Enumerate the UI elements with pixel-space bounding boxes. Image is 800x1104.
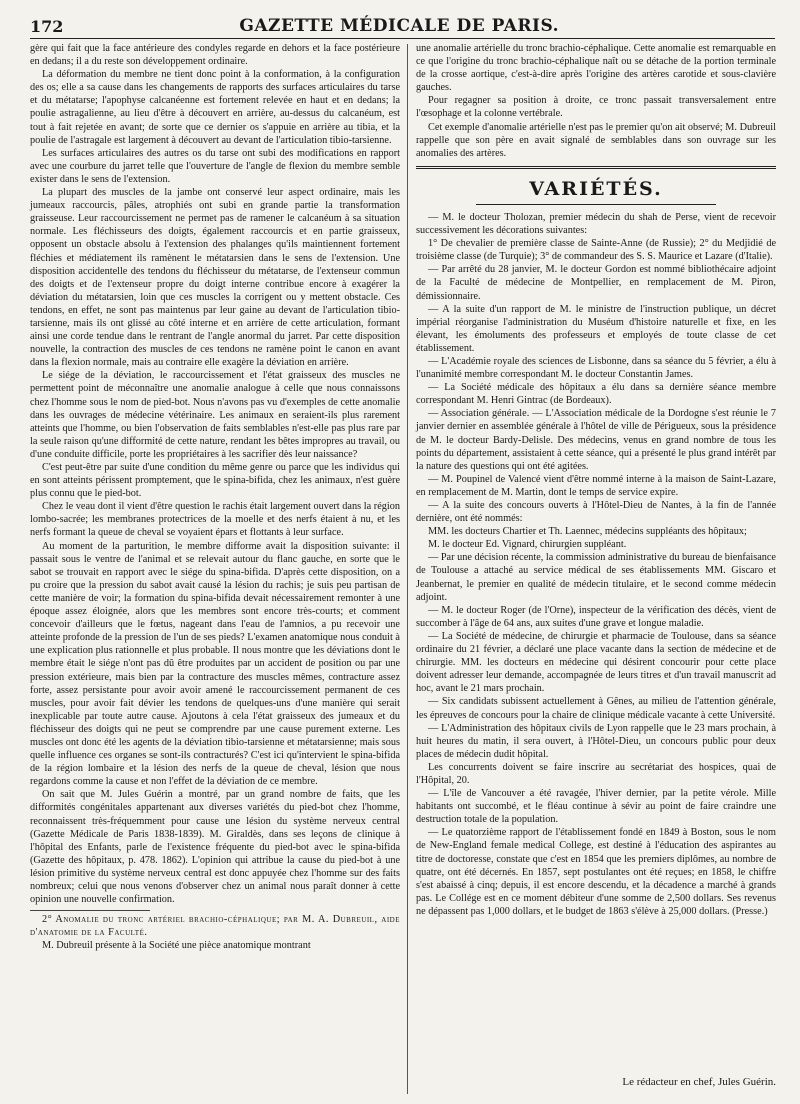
paragraph: Chez le veau dont il vient d'être question le rachis était largement ouvert dans la région lombo-sacrée; les membranes protectrices de la moelle et des nerfs étaient à nu, et les nerfs formant la queue de cheval se voyaient épars et flottants à leur surface. <box>30 501 400 539</box>
news-item: — Six candidats subissent actuellement à Gênes, au milieu de l'attention générale, les épreuves de concours pour la chaire de clinique médicale vacante à cette Université. <box>416 696 776 721</box>
varietes-section <box>416 166 776 918</box>
news-item: — L'île de Vancouver a été ravagée, l'hiver dernier, par la petite vérole. Mille habitants ont succombé, et le fléau continue à sévir au point de faire craindre une destruction totale de la population. <box>416 788 776 826</box>
news-item: — L'Académie royale des sciences de Lisbonne, dans sa séance du 5 février, a élu à l'unanimité membre correspondant M. le docteur Constantin James. <box>416 355 776 381</box>
news-item: — A la suite des concours ouverts à l'Hôtel-Dieu de Nantes, à la fin de l'année dernière, ont été nommés: <box>416 500 776 525</box>
news-item: — La Société de médecine, de chirurgie et pharmacie de Toulouse, dans sa séance ordinaire du 21 février, a déclaré une place vacante dans la section de médecine et de chirurgie. MM. les docteurs en médecine qui désirent concourir pour cette place doivent adresser leur demande, accompagnée de leurs titres et d'un travail manuscrit ad hoc, avant le 21 mars prochain. <box>416 630 776 695</box>
paragraph: gère qui fait que la face antérieure des condyles regarde en dehors et la face postérieure en dedans; il a du reste son développement ordinaire. <box>30 43 400 68</box>
varietes-heading: VARIÉTÉS. <box>529 177 663 200</box>
news-item: — M. le docteur Roger (de l'Orne), inspecteur de la vérification des décès, vient de succomber à l'âge de 64 ans, aux suites d'une grave et longue maladie. <box>416 604 776 629</box>
news-item: — A la suite d'un rapport de M. le ministre de l'instruction publique, un décret impérial réorganise l'administration du Muséum d'histoire naturelle et fixe, en les élevant, les émoluments des professeurs et employés de toute classe de cet établissement. <box>416 303 776 354</box>
news-item: — Le quatorzième rapport de l'établissement fondé en 1849 à Boston, sous le nom de New-England female medical College, est destiné à l'éducation des aspirantes au titre de doctoresse, constate que c'est en 1854 que les premiers diplômes, au nombre de quatre, ont été décernés. En 1857, sept postulantes ont été reçues; en 1858, le chiffre s'est abaissé à cinq; depuis, il est encore descendu, et la décadence a marché à grands pas. Le Collége est en ce moment débiteur d'une somme de 2,500 dollars. Ses revenus ne dépassent pas 1,000 dollars, et le budget de 1863 s'élève à 25,000 dollars. (Presse.) <box>416 827 776 917</box>
page-header <box>30 14 775 39</box>
paragraph: Pour regagner sa position à droite, ce tronc passait transversalement entre l'œsophage et la colonne vertébrale. <box>416 95 776 120</box>
right-column <box>416 42 776 1062</box>
paragraph: une anomalie artérielle du tronc brachio-céphalique. Cette anomalie est remarquable en ce que l'origine du tronc brachio-céphalique naît ou se détache de la portion terminale de la crosse aortique, c'est-à-dire après l'origine des artères carotide et sous-clavière gauches. <box>416 43 776 94</box>
news-item: — Association générale. — L'Association médicale de la Dordogne s'est réunie le 7 janvier dernier en assemblée générale à l'hôtel de ville de Périgueux, sous la présidence de M. le docteur Bardy-Delisle. Des médecins, venus en grand nombre de tous les points du département, assistaient à cette séance, qui a présenté le plus grand intérêt par la nature des questions qui ont été agitées. <box>416 408 776 472</box>
column-divider <box>407 44 408 1094</box>
news-item: M. le docteur Ed. Vignard, chirurgien suppléant. <box>428 539 627 551</box>
news-item: — Par arrêté du 28 janvier, M. le docteur Gordon est nommé bibliothécaire adjoint de la Faculté de médecine de Montpellier, en remplacement de M. Piron, démissionnaire. <box>416 264 776 302</box>
paragraph: On sait que M. Jules Guérin a montré, par un grand nombre de faits, que les difformités congénitales appartenant aux diverses variétés du pied-bot chez l'homme, reconnaissent très-fréquemment pour cause une lésion du système nerveux central (Gazette Médicale de Paris 1838-1839). M. Giraldès, dans ses leçons de clinique à l'hôpital des Enfants, parle de l'existence fréquente du pied-bot avec le spina-bifida (Gazette des hôpitaux, p. 478. 1862). L'opinion qui attribue la cause du pied-bot à une lésion primitive du système nerveux central est donc appuyée chez l'homme sur des faits nombreux; celui que nous venons d'observer chez un animal nous paraît donner à cette opinion une nouvelle confirmation. <box>30 789 400 906</box>
editor-signature: Le rédacteur en chef, Jules Guérin. <box>622 1076 776 1088</box>
news-item: MM. les docteurs Chartier et Th. Laennec, médecins suppléants des hôpitaux; <box>428 526 747 538</box>
paragraph: C'est peut-être par suite d'une condition du même genre ou parce que les individus qui en sont atteints périssent promptement, que le spina-bifida, chez les animaux, n'est guère plus connu que le pied-bot. <box>30 462 400 500</box>
page-number: 172 <box>30 16 64 36</box>
paragraph: La plupart des muscles de la jambe ont conservé leur aspect ordinaire, mais les jumeaux raccourcis, pâles, atrophiés ont subi en grande partie la transformation graisseuse. Leur raccourcissement ne permet pas de ramener le calcanéum à sa situation normale. Les fléchisseurs des doigts, également raccourcis et en partie graisseux, opposent un obstacle absolu à l'extension des phalanges qu'ils maintiennent fortement fléchies et médiatement ils ramènent le métatarsien dans le sens de l'extension. Une disposition accidentelle des tendons du fléchisseur du métatarse, de l'extenseur commun des doigts et de l'extenseur propre du doigt interne contribue encore à exagérer la déviation du métatarsien, loin que ces muscles la corrigent ou y mettent obstacle. Ces tendons, en effet, ne sont pas maintenus par leur gaine au devant de l'articulation tibio-tarsienne, mais ils ont glissé au côté interne et en arrière de cette articulation, formant ainsi une corde tendue dans le rentrant de l'angle anormal du jarret. Par cette disposition nouvelle, la contraction des muscles de ces tendons ne ramène point le canon en avant dans la flexion normale, mais au contraire elle exagère la déviation en arrière. <box>30 187 400 369</box>
paragraph: Cet exemple d'anomalie artérielle n'est pas le premier qu'on ait observé; M. Dubreuil rappelle que son père en avait signalé de semblables dans son ouvrage sur les anomalies des artères. <box>416 121 776 159</box>
journal-title: GAZETTE MÉDICALE DE PARIS. <box>239 16 560 36</box>
news-item: 1° De chevalier de première classe de Sainte-Anne (de Russie); 2° du Medjidié de troisième classe (de Turquie); 3° de commandeur des S. S. Maurice et Lazare (d'Italie). <box>416 238 776 263</box>
news-item: Les concurrents doivent se faire inscrire au secrétariat des hospices, quai de l'Hôpital, 20. <box>416 761 776 786</box>
paragraph: M. Dubreuil présente à la Société une pièce anatomique montrant <box>42 940 311 952</box>
paragraph: Les surfaces articulaires des autres os du tarse ont subi des modifications en rapport avec une courbure du jarret telle que l'ouverture de l'angle de flexion du membre semble exister dans le sens de l'extension. <box>30 147 400 185</box>
news-item: — M. le docteur Tholozan, premier médecin du shah de Perse, vient de recevoir successivement les décorations suivantes: <box>416 211 776 237</box>
paragraph: Au moment de la parturition, le membre difforme avait la disposition suivante: il passait sous le ventre de l'animal et se relevait autour du flanc gauche, en sorte que le sabot se trouvait en rapport avec le siége du spina-bifida. D'après cette disposition, on a pu croire que la pression du sabot avait causé la lésion du rachis; je suis peu partisan de cette manière de voir; la formation du spina-bifida devait nécessairement remonter à une époque assez éloignée, alors que les membres sont encore très-courts; et comment concevoir d'ailleurs que le fœtus, nageant dans l'eau de l'amnios, a pu recevoir une atteinte profonde de la pression de l'un de ses pieds? L'examen anatomique nous conduit à une explication plus rationnelle et plus probable. Il nous montre que les déviations dont le membre était le siége n'ont pas dû être produites par un accident de position ou par une pression extérieure, mais bien par la contracture des muscles mêmes, contracture assez forte, assez persistante pour avoir avoir amené le raccourcissement permanent de ces muscles, pour avoir fait dévier les tendons de quelques-uns d'une manière qui serait inexplicable par toute autre cause. Ajoutons à cela l'état graisseux des jumeaux et du fléchisseur des doigts qui ne peut se comprendre par une cause purement externe. Les muscles ont donc été les agents de la déviation tibio-tarsienne et métatarsienne; mais sous quelle influence ces organes se sont-ils contracturés? C'est ici qu'intervient le spina-bifida de la région lombaire et la lésion des nerfs de la queue de cheval, lésion que nous regardons comme la cause et non l'effet de la déviation de ce membre. <box>30 540 400 788</box>
paragraph: La déformation du membre ne tient donc point à la conformation, à la configuration des os; elle a sa cause dans les changements de rapports des surfaces articulaires du tarse et du métatarse; l'apophyse calcanéenne est fortement relevée en haut et en dedans; la poulie astragalienne, au lieu d'être à découvert en arrière, au-dessus du calcanéum, est tout à fait rejetée en avant; de sorte que ce dernier os s'appuie en arrière au tibia, et la poulie de l'astragale est largement à découvert au devant de l'articulation tibio-tarsienne. <box>30 69 400 146</box>
heading-rule <box>476 204 716 205</box>
news-item: — Par une décision récente, la commission administrative du bureau de bienfaisance de Toulouse a attaché au service médical de ses établissements MM. Giscaro et Jeanbernat, le premier en qualité de médecin titulaire, et le second comme médecin adjoint. <box>416 552 776 603</box>
news-item: — La Société médicale des hôpitaux a élu dans sa dernière séance membre correspondant M. Henri Gintrac (de Bordeaux). <box>416 382 776 407</box>
left-column <box>30 42 400 1062</box>
section-title: 2° Anomalie du tronc artériel brachio-céphalique; par M. A. Dubreuil, aide d'anatomie de la Faculté. <box>30 914 400 939</box>
news-item: — L'Administration des hôpitaux civils de Lyon rappelle que le 23 mars prochain, à huit heures du matin, il sera ouvert, à l'Hôtel-Dieu, un concours public pour deux places de médecin dudit hôpital. <box>416 722 776 760</box>
news-item: — M. Poupinel de Valencé vient d'être nommé interne à la maison de Saint-Lazare, en remplacement de M. Martin, dont le temps de service expire. <box>416 473 776 498</box>
section-separator <box>30 910 150 911</box>
paragraph: Le siége de la déviation, le raccourcissement et l'état graisseux des muscles ne permettent point de méconnaître une anomalie analogue à celle que nous connaissons chez l'homme sous le nom de pied-bot. Nous n'avons pas vu d'exemples de cette anomalie dans les ouvrages de médecine vétérinaire. Les animaux en seraient-ils plus rarement atteints que l'homme, ou bien l'observation de faits semblables n'est-elle pas plus rare par la seule raison qu'une difformité de cette nature, rendant les bêtes impropres au travail, ou d'une conduite difficile, porte les propriétaires à les sacrifier dès leur naissance? <box>30 370 400 460</box>
